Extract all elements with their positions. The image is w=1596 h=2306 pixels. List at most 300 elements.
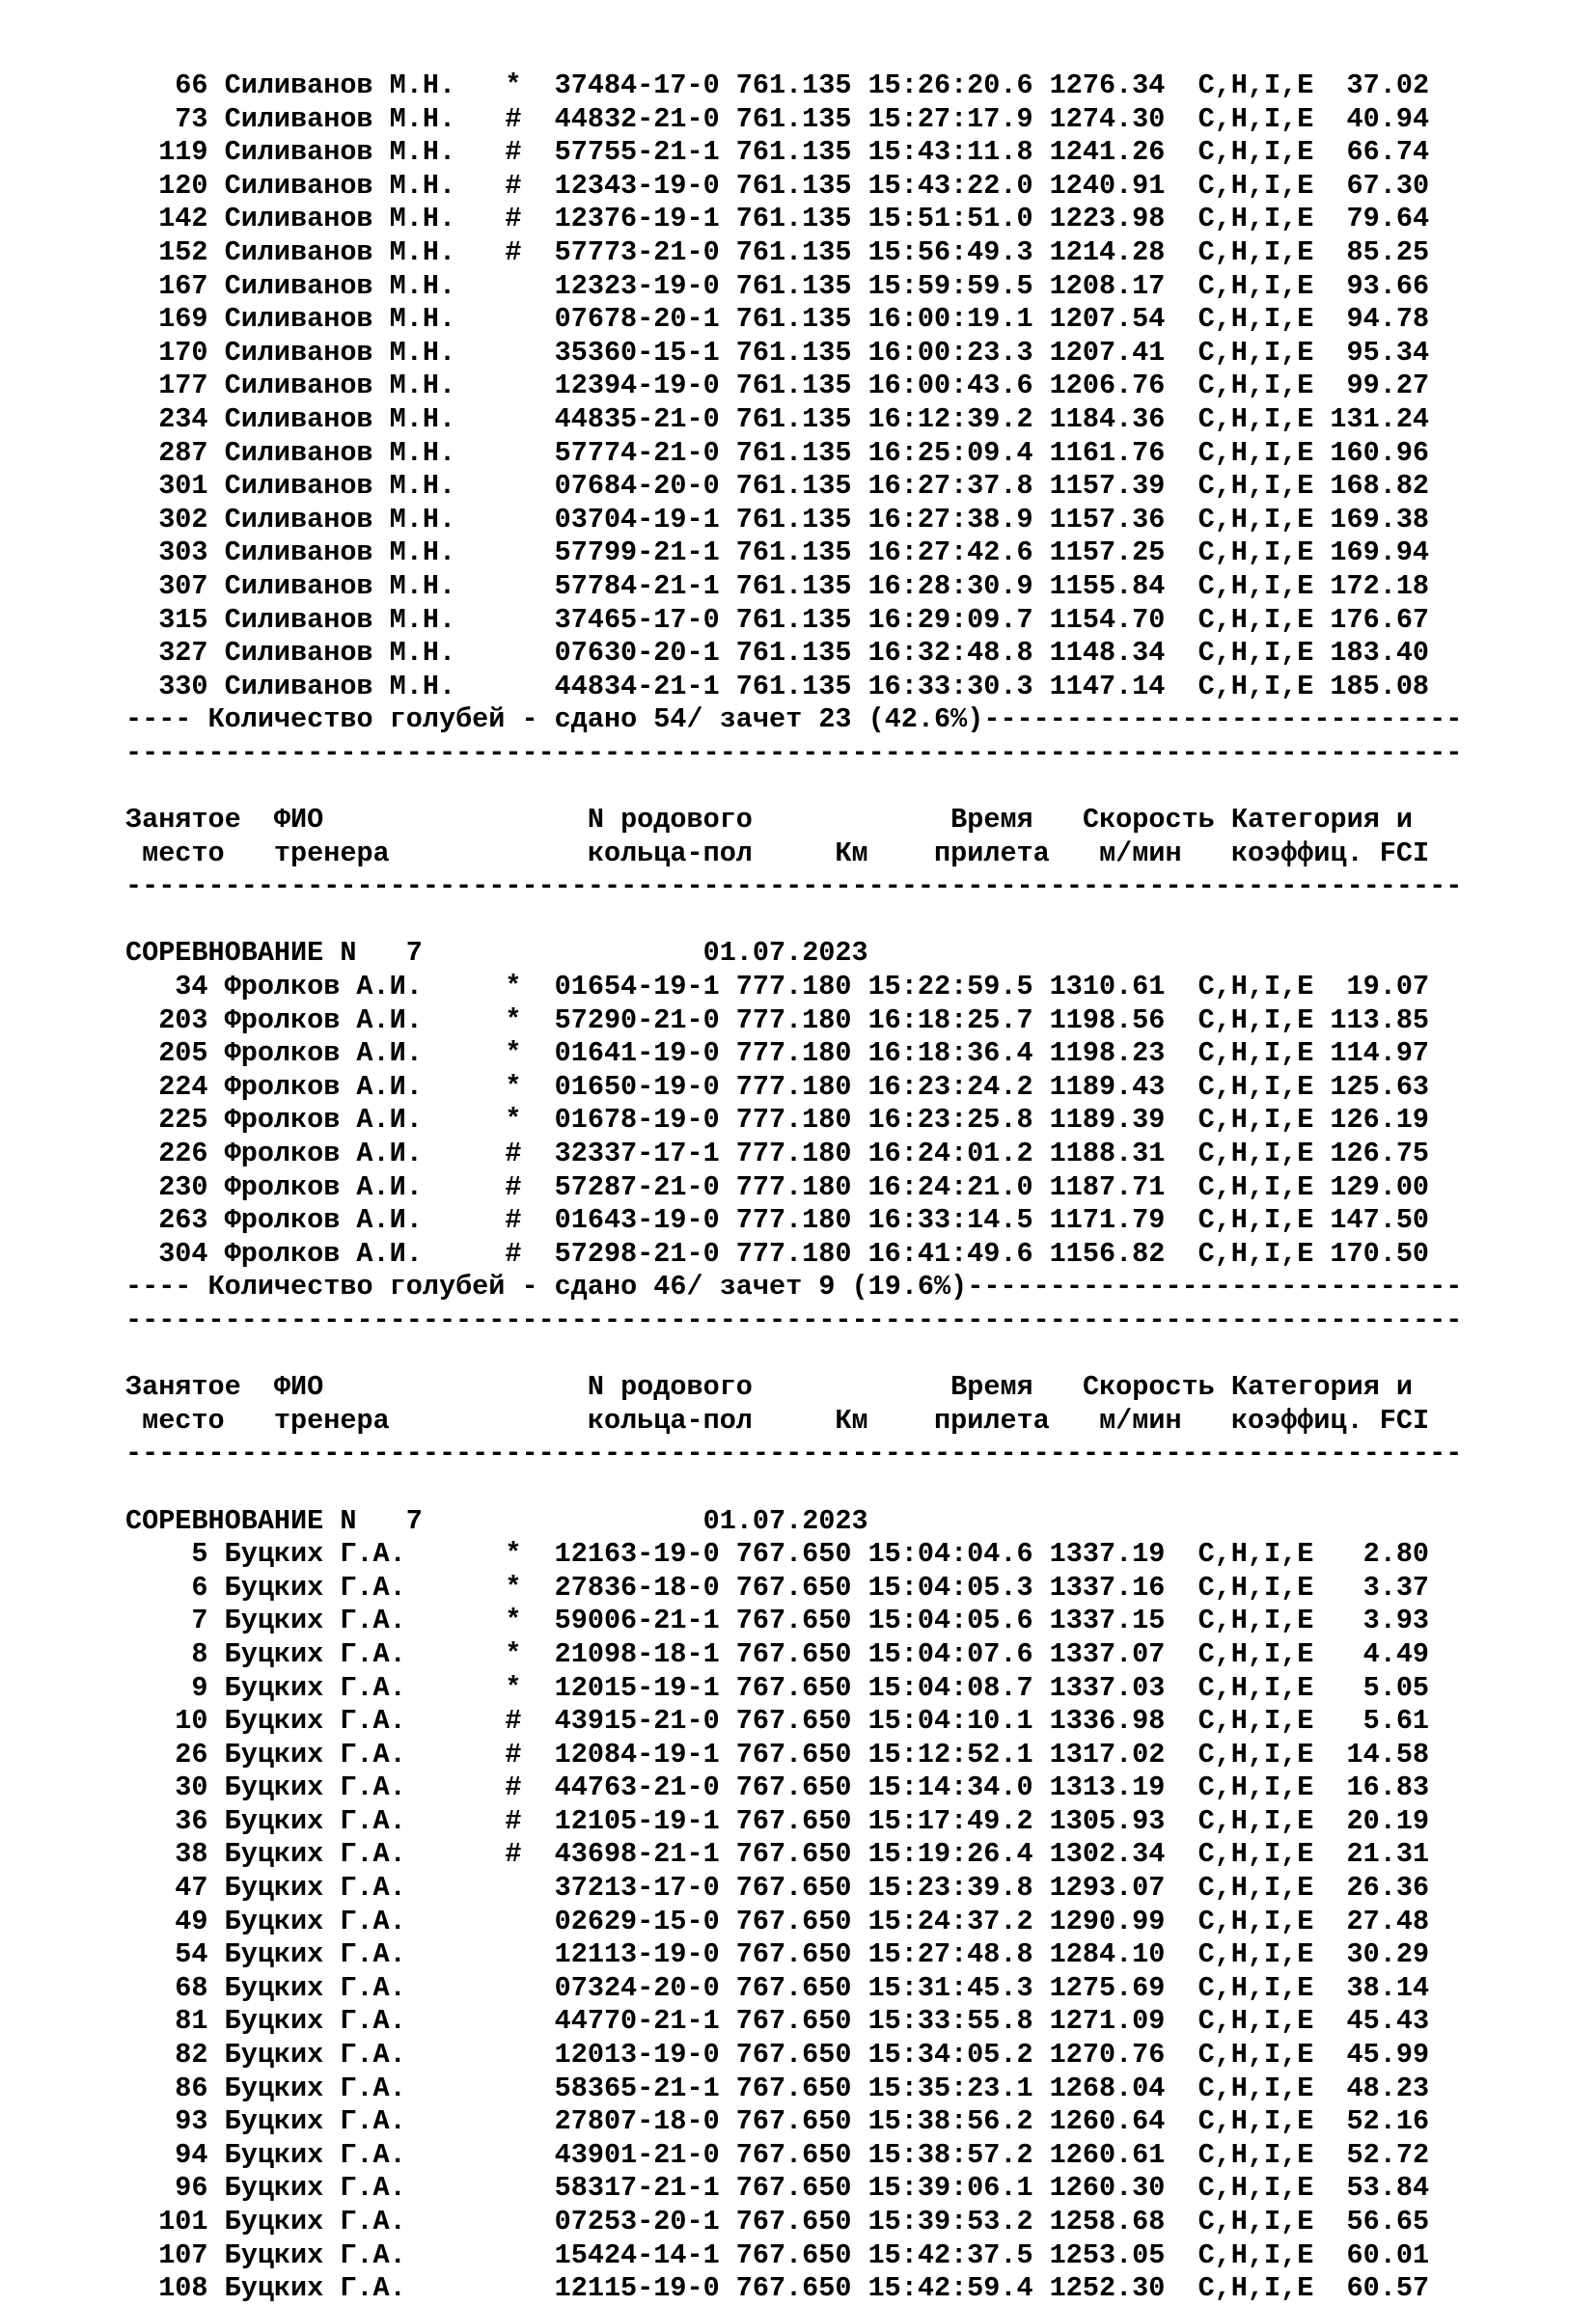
table-row [125,1805,1462,1839]
ring-number-cell: 32337-17-1 [554,1138,720,1169]
competition-date: 01.07.2023 [702,1504,868,1537]
mark-cell: # [505,1705,522,1738]
speed-cell: 1154.70 [1049,603,1166,636]
speed-cell: 1337.16 [1049,1571,1166,1604]
trainer-name-cell: Фролков А.И. [224,1237,423,1270]
category-cell: C,H,I,E [1197,1671,1314,1704]
speed-cell: 1157.25 [1049,536,1166,569]
fci-coefficient-cell: 48.23 [1346,2072,1430,2104]
trainer-name-cell: Силиванов М.Н. [224,536,456,569]
place-cell: 93 [175,2105,208,2138]
ring-number-cell: 01641-19-0 [554,1037,720,1070]
fci-coefficient-cell: 3.37 [1362,1571,1430,1604]
arrival-time-cell: 16:28:30.9 [867,569,1033,602]
place-cell: 107 [158,2238,208,2271]
fci-coefficient-cell: 27.48 [1346,1905,1430,1937]
fci-coefficient-cell: 4.49 [1362,1637,1430,1670]
trainer-name-cell: Буцких Г.А. [224,1872,406,1905]
distance-km-cell: 761.135 [735,102,852,135]
mark-cell: # [505,1204,522,1237]
place-cell: 287 [158,436,208,469]
speed-cell: 1337.07 [1049,1637,1166,1670]
distance-km-cell: 777.180 [735,1037,852,1070]
distance-km-cell: 767.650 [735,2005,852,2038]
distance-km-cell: 761.135 [735,436,852,469]
distance-km-cell: 777.180 [735,1104,852,1137]
fci-coefficient-cell: 113.85 [1330,1003,1430,1036]
speed-cell: 1260.64 [1049,2105,1166,2138]
arrival-time-cell: 16:33:14.5 [867,1204,1033,1237]
category-cell: C,H,I,E [1197,1237,1314,1270]
table-row [125,1004,1462,1038]
category-cell: C,H,I,E [1197,470,1314,503]
trainer-name-cell: Силиванов М.Н. [224,235,456,268]
trainer-name-cell: Фролков А.И. [224,1070,423,1103]
distance-km-cell: 767.650 [735,1738,852,1771]
mark-cell: * [505,1571,522,1604]
fci-coefficient-cell: 176.67 [1330,603,1430,636]
table-row [125,504,1462,537]
place-cell: 203 [158,1003,208,1036]
arrival-time-cell: 16:12:39.2 [867,402,1033,435]
fci-coefficient-cell: 160.96 [1330,436,1430,469]
trainer-name-cell: Силиванов М.Н. [224,402,456,435]
table-row [125,103,1462,137]
speed-cell: 1187.71 [1049,1170,1166,1203]
place-cell: 167 [158,269,208,302]
category-cell: C,H,I,E [1197,670,1314,702]
fci-coefficient-cell: 126.75 [1330,1138,1430,1169]
arrival-time-cell: 16:00:23.3 [867,336,1033,369]
fci-coefficient-cell: 3.93 [1362,1605,1430,1637]
trainer-name-cell: Силиванов М.Н. [224,603,456,636]
place-cell: 8 [191,1637,208,1670]
distance-km-cell: 761.135 [735,269,852,302]
trainer-name-cell: Фролков А.И. [224,1204,423,1237]
category-cell: C,H,I,E [1197,1538,1314,1571]
speed-cell: 1260.61 [1049,2138,1166,2171]
fci-coefficient-cell: 53.84 [1346,2172,1430,2205]
speed-cell: 1208.17 [1049,269,1166,302]
distance-km-cell: 761.135 [735,637,852,670]
table-row [125,203,1462,236]
ring-number-cell: 59006-21-1 [554,1605,720,1637]
table-row [125,1739,1462,1772]
arrival-time-cell: 15:04:05.6 [867,1605,1033,1637]
trainer-name-cell: Буцких Г.А. [224,2072,406,2104]
place-cell: 152 [158,235,208,268]
place-cell: 49 [175,1905,208,1937]
distance-km-cell: 761.135 [735,603,852,636]
category-cell: C,H,I,E [1197,1605,1314,1637]
trainer-name-cell: Буцких Г.А. [224,1905,406,1937]
ring-number-cell: 37484-17-0 [554,69,720,101]
ring-number-cell: 57298-21-0 [554,1237,720,1270]
arrival-time-cell: 16:33:30.3 [867,670,1033,702]
fci-coefficient-cell: 66.74 [1346,136,1430,169]
place-cell: 68 [175,1971,208,2004]
distance-km-cell: 767.650 [735,2206,852,2237]
table-row [125,1538,1462,1572]
arrival-time-cell: 15:59:59.5 [867,269,1033,302]
fci-coefficient-cell: 95.34 [1346,336,1430,369]
mark-cell: # [505,1170,522,1203]
arrival-time-cell: 15:38:57.2 [867,2138,1033,2171]
table-row [125,337,1462,371]
table-row [125,69,1462,103]
distance-km-cell: 761.135 [735,69,852,101]
column-header-line-1: Занятое ФИО N родового Время Скорость Категория и [125,1371,1414,1404]
distance-km-cell: 761.135 [735,670,852,702]
ring-number-cell: 57287-21-0 [554,1170,720,1203]
ring-number-cell: 57784-21-1 [554,569,720,602]
ring-number-cell: 57755-21-1 [554,136,720,169]
arrival-time-cell: 16:29:09.7 [867,603,1033,636]
place-cell: 303 [158,536,208,569]
speed-cell: 1274.30 [1049,102,1166,135]
fci-coefficient-cell: 56.65 [1346,2206,1430,2237]
arrival-time-cell: 16:32:48.8 [867,637,1033,670]
table-row [125,971,1462,1004]
distance-km-cell: 767.650 [735,1771,852,1804]
ring-number-cell: 21098-18-1 [554,1637,720,1670]
place-cell: 81 [175,2005,208,2038]
category-cell: C,H,I,E [1197,402,1314,435]
arrival-time-cell: 15:22:59.5 [867,971,1033,1003]
trainer-name-cell: Силиванов М.Н. [224,503,456,535]
trainer-name-cell: Буцких Г.А. [224,1605,406,1637]
table-row [125,1572,1462,1606]
mark-cell: # [505,102,522,135]
distance-km-cell: 767.650 [735,1671,852,1704]
speed-cell: 1252.30 [1049,2272,1166,2305]
distance-km-cell: 767.650 [735,1571,852,1604]
mark-cell: * [505,971,522,1003]
mark-cell: # [505,169,522,202]
ring-number-cell: 07678-20-1 [554,303,720,336]
table-row [125,2172,1462,2206]
speed-cell: 1223.98 [1049,203,1166,235]
distance-km-cell: 761.135 [735,470,852,503]
table-row [125,2239,1462,2273]
fci-coefficient-cell: 170.50 [1330,1237,1430,1270]
speed-cell: 1157.39 [1049,470,1166,503]
ring-number-cell: 01643-19-0 [554,1204,720,1237]
arrival-time-cell: 15:04:07.6 [867,1637,1033,1670]
mark-cell: * [505,1037,522,1070]
speed-cell: 1207.54 [1049,303,1166,336]
ring-number-cell: 58317-21-1 [554,2172,720,2205]
table-row [125,2005,1462,2039]
place-cell: 108 [158,2272,208,2305]
speed-cell: 1207.41 [1049,336,1166,369]
distance-km-cell: 761.135 [735,169,852,202]
fci-coefficient-cell: 169.94 [1330,536,1430,569]
fci-coefficient-cell: 45.99 [1346,2039,1430,2072]
category-cell: C,H,I,E [1197,971,1314,1003]
ring-number-cell: 12115-19-0 [554,2272,720,2305]
place-cell: 101 [158,2206,208,2237]
arrival-time-cell: 15:23:39.8 [867,1872,1033,1905]
place-cell: 119 [158,136,208,169]
mark-cell: # [505,203,522,235]
summary-line: ---- Количество голубей - сдано 54/ зачет 23 (42.6%)----------------------------- [125,703,1463,736]
trainer-name-cell: Буцких Г.А. [224,1738,406,1771]
arrival-time-cell: 15:14:34.0 [867,1771,1033,1804]
fci-coefficient-cell: 169.38 [1330,503,1430,535]
speed-cell: 1284.10 [1049,1938,1166,1971]
table-row [125,2105,1462,2139]
ring-number-cell: 57290-21-0 [554,1003,720,1036]
ring-number-cell: 07324-20-0 [554,1971,720,2004]
speed-cell: 1313.19 [1049,1771,1166,1804]
place-cell: 86 [175,2072,208,2104]
speed-cell: 1317.02 [1049,1738,1166,1771]
distance-km-cell: 767.650 [735,1938,852,1971]
table-row [125,1138,1462,1171]
speed-cell: 1148.34 [1049,637,1166,670]
place-cell: 7 [191,1605,208,1637]
table-row [125,2039,1462,2073]
distance-km-cell: 767.650 [735,1705,852,1738]
ring-number-cell: 27836-18-0 [554,1571,720,1604]
trainer-name-cell: Буцких Г.А. [224,2172,406,2205]
mark-cell: * [505,1605,522,1637]
mark-cell: # [505,1138,522,1169]
distance-km-cell: 777.180 [735,1138,852,1169]
distance-km-cell: 767.650 [735,1872,852,1905]
separator-line: --------------------------------------------------------------------------------- [125,1304,1463,1336]
category-cell: C,H,I,E [1197,1204,1314,1237]
table-row [125,2272,1462,2306]
competition-line [125,1505,1462,1539]
ring-number-cell: 01654-19-1 [554,971,720,1003]
category-cell: C,H,I,E [1197,1872,1314,1905]
ring-number-cell: 43915-21-0 [554,1705,720,1738]
trainer-name-cell: Силиванов М.Н. [224,336,456,369]
place-cell: 38 [175,1838,208,1871]
place-cell: 177 [158,370,208,402]
fci-coefficient-cell: 14.58 [1346,1738,1430,1771]
mark-cell: # [505,235,522,268]
category-cell: C,H,I,E [1197,2238,1314,2271]
arrival-time-cell: 15:24:37.2 [867,1905,1033,1937]
fci-coefficient-cell: 114.97 [1330,1037,1430,1070]
category-cell: C,H,I,E [1197,1037,1314,1070]
speed-cell: 1161.76 [1049,436,1166,469]
trainer-name-cell: Фролков А.И. [224,971,423,1003]
speed-cell: 1198.23 [1049,1037,1166,1070]
speed-cell: 1241.26 [1049,136,1166,169]
arrival-time-cell: 15:33:55.8 [867,2005,1033,2038]
place-cell: 73 [175,102,208,135]
table-row [125,470,1462,504]
table-row [125,303,1462,337]
fci-coefficient-cell: 52.72 [1346,2138,1430,2171]
speed-cell: 1189.43 [1049,1070,1166,1103]
arrival-time-cell: 15:38:56.2 [867,2105,1033,2138]
trainer-name-cell: Буцких Г.А. [224,2206,406,2237]
table-row [125,1638,1462,1672]
place-cell: 225 [158,1104,208,1137]
speed-cell: 1171.79 [1049,1204,1166,1237]
fci-coefficient-cell: 125.63 [1330,1070,1430,1103]
ring-number-cell: 12394-19-0 [554,370,720,402]
place-cell: 36 [175,1804,208,1837]
distance-km-cell: 761.135 [735,203,852,235]
ring-number-cell: 07684-20-0 [554,470,720,503]
trainer-name-cell: Фролков А.И. [224,1170,423,1203]
table-row [125,136,1462,170]
ring-number-cell: 03704-19-1 [554,503,720,535]
arrival-time-cell: 16:25:09.4 [867,436,1033,469]
table-row [125,1938,1462,1972]
category-cell: C,H,I,E [1197,1938,1314,1971]
arrival-time-cell: 15:27:17.9 [867,102,1033,135]
arrival-time-cell: 16:23:24.2 [867,1070,1033,1103]
trainer-name-cell: Буцких Г.А. [224,2238,406,2271]
fci-coefficient-cell: 37.02 [1346,69,1430,101]
category-cell: C,H,I,E [1197,1003,1314,1036]
speed-cell: 1189.39 [1049,1104,1166,1137]
fci-coefficient-cell: 172.18 [1330,569,1430,602]
ring-number-cell: 12105-19-1 [554,1804,720,1837]
arrival-time-cell: 15:04:08.7 [867,1671,1033,1704]
category-cell: C,H,I,E [1197,1838,1314,1871]
ring-number-cell: 12084-19-1 [554,1738,720,1771]
table-row [125,270,1462,304]
place-cell: 263 [158,1204,208,1237]
distance-km-cell: 767.650 [735,2238,852,2271]
speed-cell: 1337.03 [1049,1671,1166,1704]
fci-coefficient-cell: 16.83 [1346,1771,1430,1804]
blank-line [125,770,1462,804]
trainer-name-cell: Силиванов М.Н. [224,102,456,135]
separator-line: --------------------------------------------------------------------------------- [125,736,1463,769]
place-cell: 142 [158,203,208,235]
column-header-line-1: Занятое ФИО N родового Время Скорость Категория и [125,804,1414,837]
trainer-name-cell: Силиванов М.Н. [224,69,456,101]
speed-cell: 1260.30 [1049,2172,1166,2205]
category-cell: C,H,I,E [1197,235,1314,268]
arrival-time-cell: 16:00:19.1 [867,303,1033,336]
trainer-name-cell: Силиванов М.Н. [224,470,456,503]
place-cell: 234 [158,402,208,435]
place-cell: 6 [191,1571,208,1604]
category-cell: C,H,I,E [1197,1637,1314,1670]
arrival-time-cell: 15:51:51.0 [867,203,1033,235]
table-row [125,1238,1462,1272]
column-header-line-2: место тренера кольца-пол Км прилета м/мин коэффиц. FCI [125,1404,1430,1437]
category-cell: C,H,I,E [1197,603,1314,636]
category-cell: C,H,I,E [1197,1070,1314,1103]
blank-line [125,1471,1462,1505]
trainer-name-cell: Силиванов М.Н. [224,203,456,235]
speed-cell: 1214.28 [1049,235,1166,268]
speed-cell: 1271.09 [1049,2005,1166,2038]
arrival-time-cell: 16:18:36.4 [867,1037,1033,1070]
arrival-time-cell: 15:42:59.4 [867,2272,1033,2305]
place-cell: 327 [158,637,208,670]
mark-cell: # [505,1804,522,1837]
arrival-time-cell: 15:39:53.2 [867,2206,1033,2237]
fci-coefficient-cell: 38.14 [1346,1971,1430,2004]
column-header-line-2: место тренера кольца-пол Км прилета м/мин коэффиц. FCI [125,837,1430,869]
trainer-name-cell: Буцких Г.А. [224,1804,406,1837]
distance-km-cell: 767.650 [735,1637,852,1670]
place-cell: 96 [175,2172,208,2205]
distance-km-cell: 761.135 [735,402,852,435]
fci-coefficient-cell: 40.94 [1346,102,1430,135]
table-row [125,1171,1462,1205]
place-cell: 120 [158,169,208,202]
category-cell: C,H,I,E [1197,1971,1314,2004]
category-cell: C,H,I,E [1197,2072,1314,2104]
table-row [125,403,1462,437]
place-cell: 226 [158,1138,208,1169]
fci-coefficient-cell: 26.36 [1346,1872,1430,1905]
trainer-name-cell: Буцких Г.А. [224,2105,406,2138]
speed-cell: 1156.82 [1049,1237,1166,1270]
distance-km-cell: 767.650 [735,2072,852,2104]
trainer-name-cell: Фролков А.И. [224,1037,423,1070]
trainer-name-cell: Буцких Г.А. [224,1538,406,1571]
category-cell: C,H,I,E [1197,2138,1314,2171]
ring-number-cell: 12376-19-1 [554,203,720,235]
trainer-name-cell: Фролков А.И. [224,1104,423,1137]
fci-coefficient-cell: 5.05 [1362,1671,1430,1704]
arrival-time-cell: 16:27:37.8 [867,470,1033,503]
place-cell: 170 [158,336,208,369]
mark-cell: # [505,136,522,169]
trainer-name-cell: Фролков А.И. [224,1138,423,1169]
arrival-time-cell: 15:39:06.1 [867,2172,1033,2205]
distance-km-cell: 767.650 [735,2172,852,2205]
speed-cell: 1290.99 [1049,1905,1166,1937]
trainer-name-cell: Буцких Г.А. [224,2005,406,2038]
category-cell: C,H,I,E [1197,1738,1314,1771]
fci-coefficient-cell: 85.25 [1346,235,1430,268]
place-cell: 302 [158,503,208,535]
arrival-time-cell: 16:23:25.8 [867,1104,1033,1137]
ring-number-cell: 37465-17-0 [554,603,720,636]
ring-number-cell: 07253-20-1 [554,2206,720,2237]
fci-coefficient-cell: 93.66 [1346,269,1430,302]
category-cell: C,H,I,E [1197,102,1314,135]
speed-cell: 1188.31 [1049,1138,1166,1169]
speed-cell: 1293.07 [1049,1872,1166,1905]
table-row [125,1972,1462,2006]
separator-line: --------------------------------------------------------------------------------- [125,870,1463,903]
fci-coefficient-cell: 60.01 [1346,2238,1430,2271]
speed-cell: 1155.84 [1049,569,1166,602]
distance-km-cell: 767.650 [735,1905,852,1937]
ring-number-cell: 35360-15-1 [554,336,720,369]
place-cell: 26 [175,1738,208,1771]
distance-km-cell: 767.650 [735,2138,852,2171]
fci-coefficient-cell: 20.19 [1346,1804,1430,1837]
category-cell: C,H,I,E [1197,569,1314,602]
place-cell: 30 [175,1771,208,1804]
arrival-time-cell: 15:43:11.8 [867,136,1033,169]
mark-cell: * [505,1104,522,1137]
distance-km-cell: 767.650 [735,2039,852,2072]
distance-km-cell: 761.135 [735,536,852,569]
trainer-name-cell: Силиванов М.Н. [224,269,456,302]
ring-number-cell: 02629-15-0 [554,1905,720,1937]
category-cell: C,H,I,E [1197,436,1314,469]
category-cell: C,H,I,E [1197,303,1314,336]
